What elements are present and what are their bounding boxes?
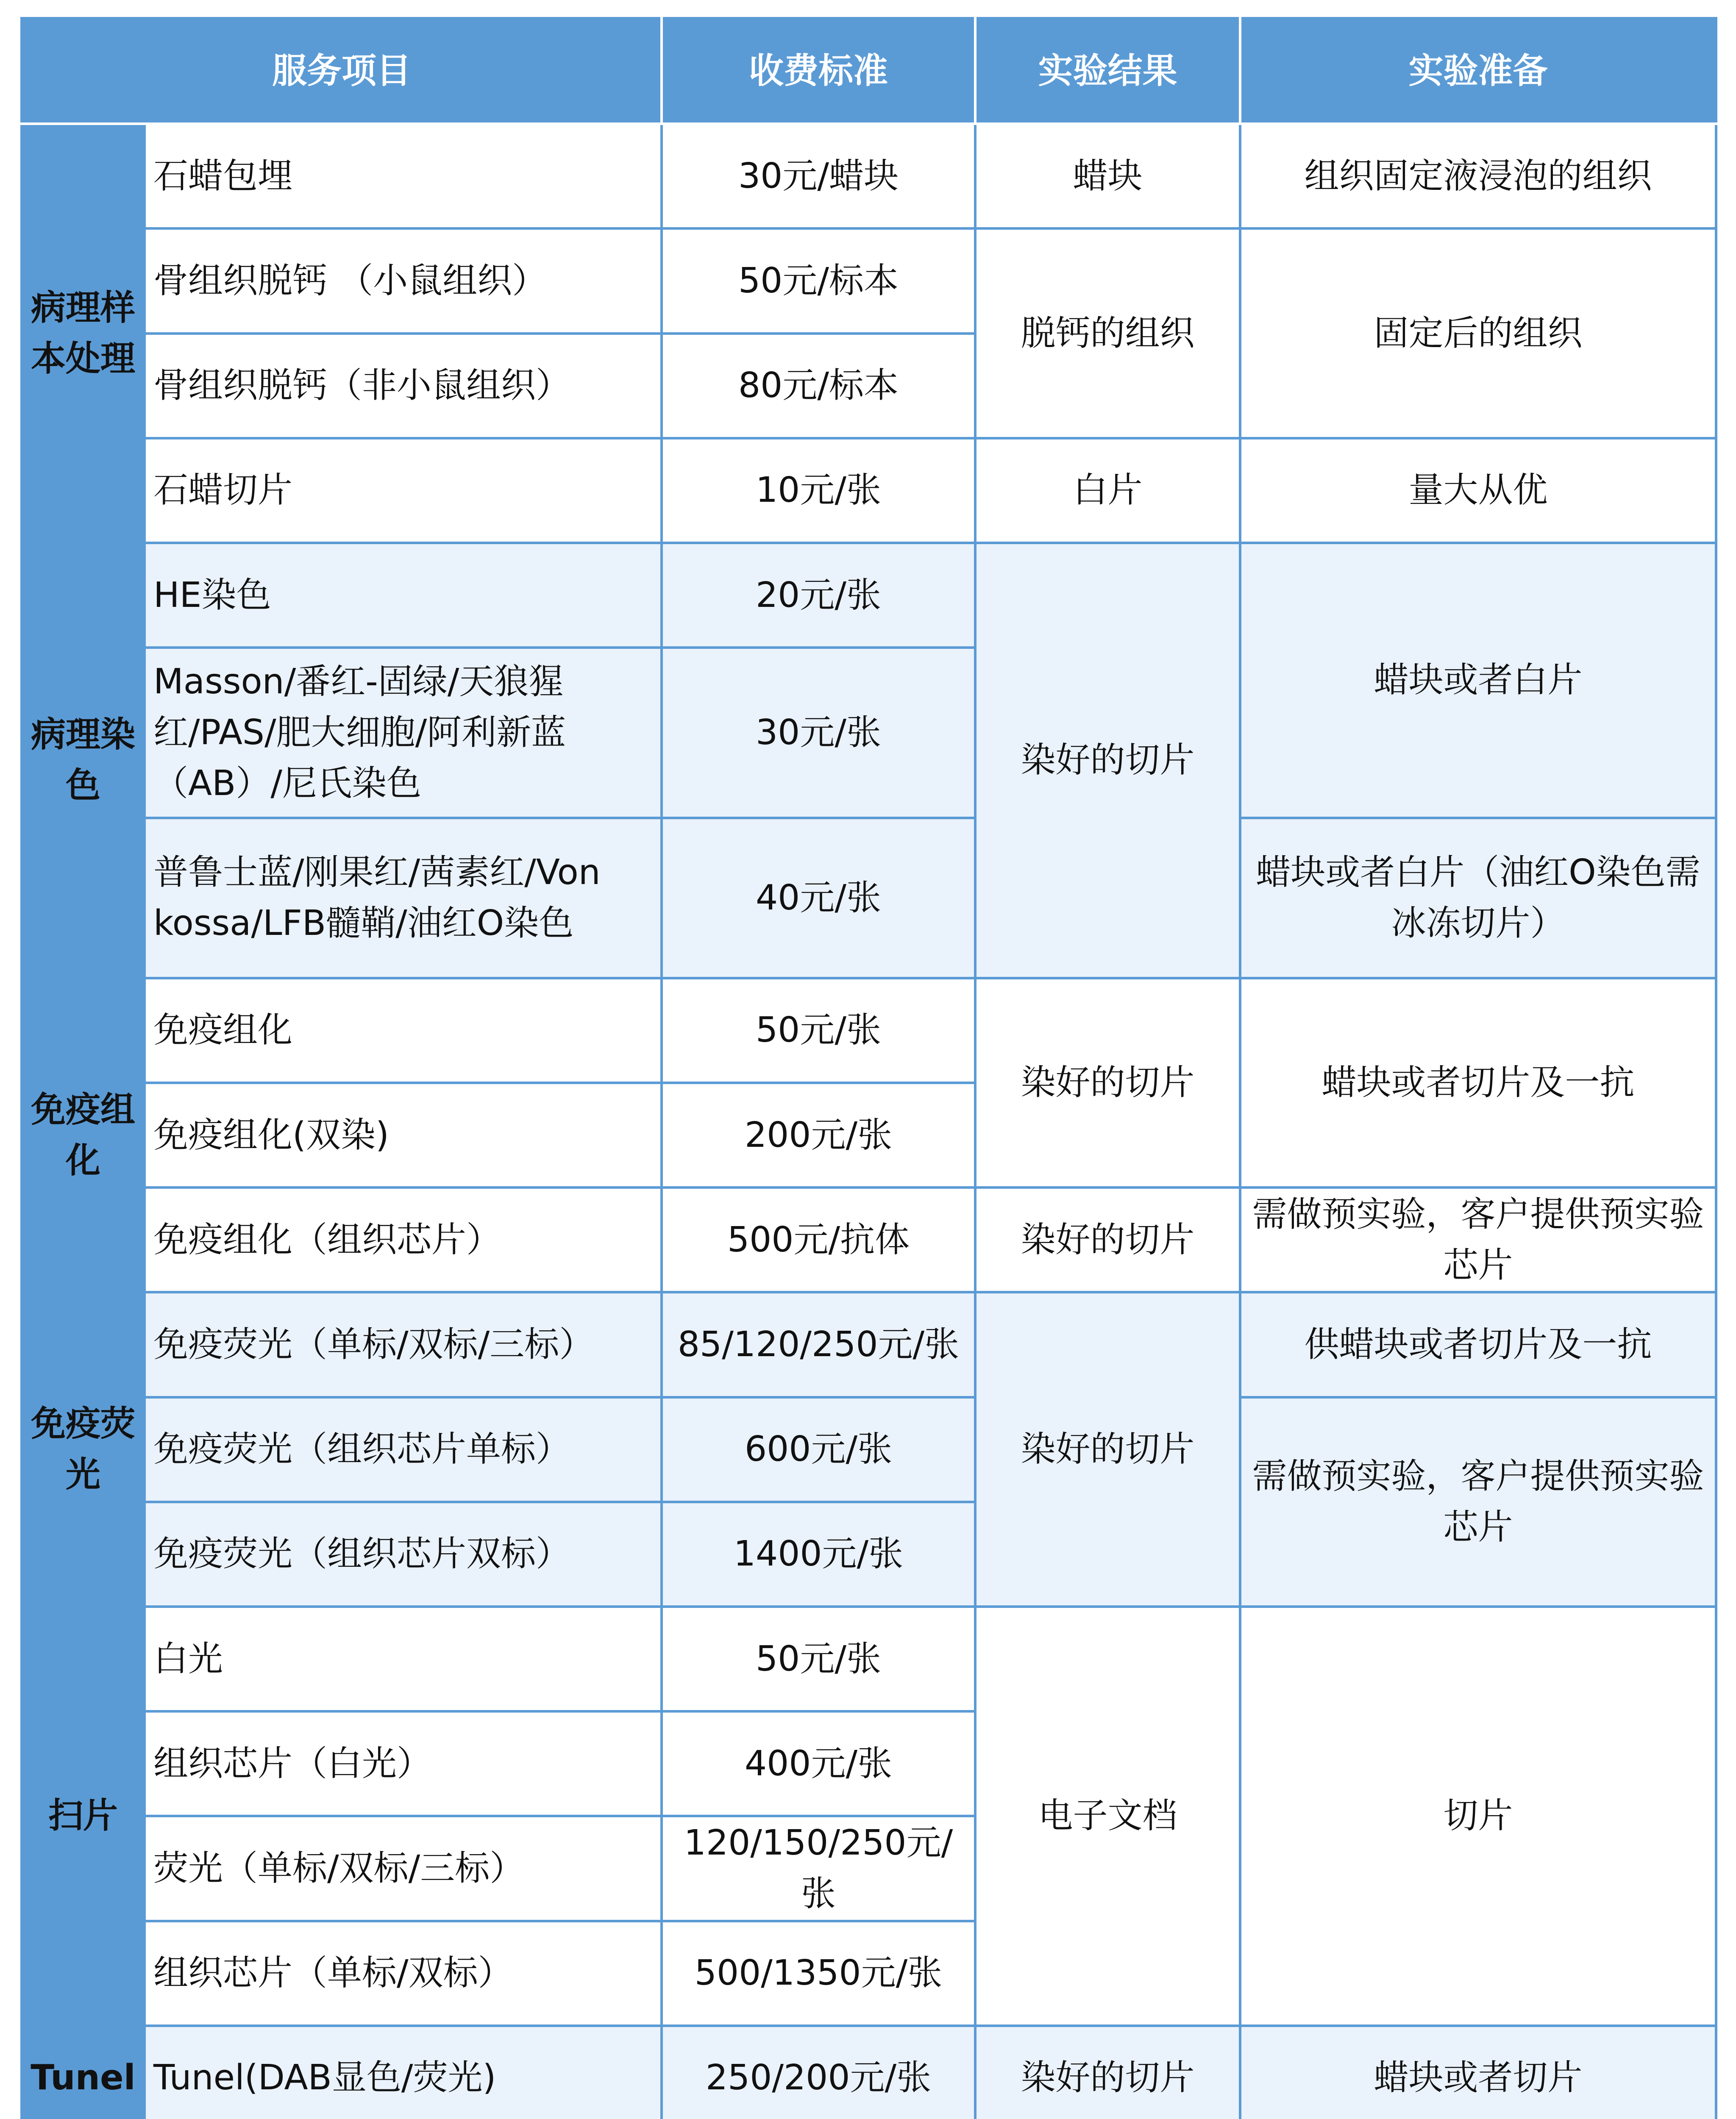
service-cell: 免疫荧光（组织芯片单标）: [145, 1397, 662, 1502]
service-cell: 组织芯片（单标/双标）: [145, 1921, 662, 2026]
service-cell: 荧光（单标/双标/三标）: [145, 1816, 662, 1921]
prep-cell: 固定后的组织: [1240, 228, 1716, 438]
result-cell: 染好的切片: [975, 1292, 1240, 1607]
service-cell: 石蜡包埋: [145, 124, 662, 228]
price-cell: 20元/张: [662, 543, 975, 648]
table-row: [22, 978, 1716, 1083]
result-cell: 染好的切片: [975, 543, 1240, 978]
table-row: [22, 1292, 1716, 1397]
price-cell: 500元/抗体: [662, 1187, 975, 1292]
prep-cell: 供蜡块或者切片及一抗: [1240, 1292, 1716, 1397]
service-cell: 白光: [145, 1607, 662, 1711]
category-pathology-staining: 病理染色: [22, 543, 145, 978]
price-cell: 50元/张: [662, 1607, 975, 1711]
price-cell: 1400元/张: [662, 1502, 975, 1607]
service-cell: 石蜡切片: [145, 438, 662, 543]
table-row: [22, 543, 1716, 648]
prep-cell: 需做预实验，客户提供预实验芯片: [1240, 1187, 1716, 1292]
service-cell: 骨组织脱钙 （小鼠组织）: [145, 228, 662, 333]
table-row: [22, 818, 1716, 978]
service-cell: 免疫组化（组织芯片）: [145, 1187, 662, 1292]
service-cell: 免疫组化(双染): [145, 1083, 662, 1187]
price-cell: 120/150/250元/张: [662, 1816, 975, 1921]
header-service: 服务项目: [22, 18, 662, 124]
prep-cell: 组织固定液浸泡的组织: [1240, 124, 1716, 228]
header-prep: 实验准备: [1240, 18, 1716, 124]
table-row: [22, 438, 1716, 543]
prep-cell: 需做预实验，客户提供预实验芯片: [1240, 1397, 1716, 1607]
prep-cell: 量大从优: [1240, 438, 1716, 543]
price-cell: 50元/标本: [662, 228, 975, 333]
table-row: [22, 2026, 1716, 2119]
price-table: [20, 17, 1717, 2119]
service-cell: 免疫组化: [145, 978, 662, 1083]
price-cell: 200元/张: [662, 1083, 975, 1187]
table-row: [22, 1397, 1716, 1502]
table-row: [22, 124, 1716, 228]
service-cell: 免疫荧光（组织芯片双标）: [145, 1502, 662, 1607]
category-scanning: 扫片: [22, 1607, 145, 2026]
service-cell: 组织芯片（白光）: [145, 1711, 662, 1816]
service-cell: Tunel(DAB显色/荧光): [145, 2026, 662, 2119]
service-cell: 免疫荧光（单标/双标/三标）: [145, 1292, 662, 1397]
prep-cell: 蜡块或者白片（油红O染色需冰冻切片）: [1240, 818, 1716, 978]
service-cell: Masson/番红-固绿/天狼猩红/PAS/肥大细胞/阿利新蓝（AB）/尼氏染色: [145, 648, 662, 818]
result-cell: 染好的切片: [975, 978, 1240, 1187]
table-row: [22, 228, 1716, 333]
price-cell: 600元/张: [662, 1397, 975, 1502]
result-cell: 染好的切片: [975, 1187, 1240, 1292]
result-cell: 染好的切片: [975, 2026, 1240, 2119]
category-if: 免疫荧光: [22, 1292, 145, 1607]
price-cell: 400元/张: [662, 1711, 975, 1816]
service-cell: 普鲁士蓝/刚果红/茜素红/Von kossa/LFB髓鞘/油红O染色: [145, 818, 662, 978]
price-cell: 30元/蜡块: [662, 124, 975, 228]
header-row: [22, 18, 1716, 124]
service-cell: HE染色: [145, 543, 662, 648]
header-price: 收费标准: [662, 18, 975, 124]
result-cell: 白片: [975, 438, 1240, 543]
price-cell: 500/1350元/张: [662, 1921, 975, 2026]
result-cell: 蜡块: [975, 124, 1240, 228]
price-cell: 10元/张: [662, 438, 975, 543]
table-row: [22, 1607, 1716, 1711]
service-cell: 骨组织脱钙（非小鼠组织）: [145, 334, 662, 438]
category-tunel: Tunel: [22, 2026, 145, 2119]
prep-cell: 蜡块或者切片: [1240, 2026, 1716, 2119]
table-row: [22, 1187, 1716, 1292]
price-cell: 80元/标本: [662, 334, 975, 438]
price-cell: 40元/张: [662, 818, 975, 978]
prep-cell: 蜡块或者白片: [1240, 543, 1716, 818]
category-ihc: 免疫组化: [22, 978, 145, 1293]
prep-cell: 蜡块或者切片及一抗: [1240, 978, 1716, 1187]
result-cell: 电子文档: [975, 1607, 1240, 2026]
price-cell: 85/120/250元/张: [662, 1292, 975, 1397]
price-cell: 250/200元/张: [662, 2026, 975, 2119]
prep-cell: 切片: [1240, 1607, 1716, 2026]
price-cell: 50元/张: [662, 978, 975, 1083]
category-pathology-sample: 病理样本处理: [22, 124, 145, 543]
price-cell: 30元/张: [662, 648, 975, 818]
result-cell: 脱钙的组织: [975, 228, 1240, 438]
header-result: 实验结果: [975, 18, 1240, 124]
